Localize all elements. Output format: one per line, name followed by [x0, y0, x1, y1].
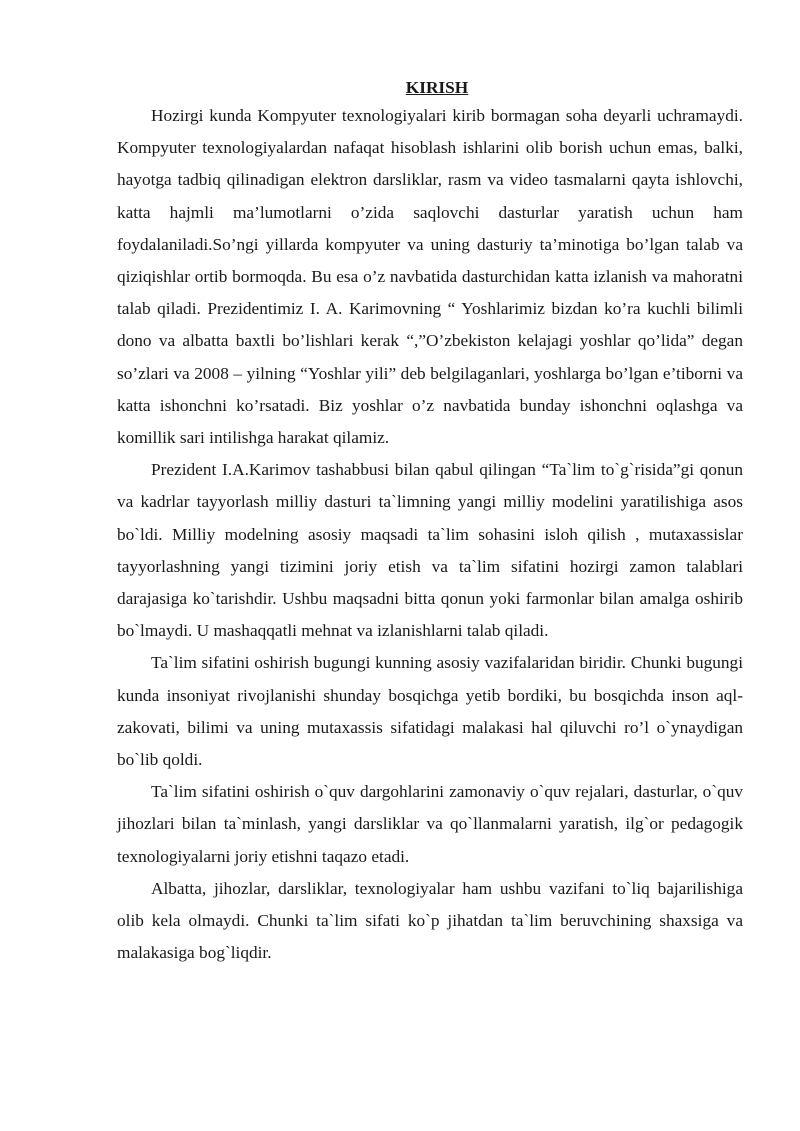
document-page — [117, 76, 743, 969]
paragraph-5: Albatta, jihozlar, darsliklar, texnologiyalar ham ushbu vazifani to`liq bajarilishiga olib kela olmaydi. Chunki ta`lim sifati ko`p jihatdan ta`lim beruvchining shaxsiga va malakasiga bog`liqdir. — [117, 878, 743, 963]
paragraph-1: Hozirgi kunda Kompyuter texnologiyalari kirib bormagan soha deyarli uchramaydi. Kompyuter texnologiyalardan nafaqat hisoblash ishlarini olib borish uchun emas, balki, hayotga tadbiq qilinadigan elektron darsliklar, rasm va video tasmalarni qayta ishlovchi, katta hajmli ma’lumotlarni o’zida saqlovchi dasturlar yaratish uchun ham foydalaniladi.So’ngi yillarda kompyuter va uning dasturiy ta’minotiga bo’lgan talab va qiziqishlar ortib bormoqda. Bu esa o’z navbatida dasturchidan katta izlanish va mahoratni talab qiladi. Prezidentimiz I. A. Karimovning “ Yoshlarimiz bizdan ko’ra kuchli bilimli dono va albatta baxtli bo’lishlari kerak “,”O’zbekiston kelajagi yoshlar qo’lida” degan so’zlari va 2008 – yilning “Yoshlar yili” deb belgilaganlari, yoshlarga bo’lgan e’tiborni va katta ishonchni ko’rsatadi. Biz yoshlar o’z navbatida bunday ishonchni oqlashga va komillik sari intilishga harakat qilamiz. — [117, 106, 743, 448]
paragraph-2: Prezident I.A.Karimov tashabbusi bilan qabul qilingan “Ta`lim to`g`risida”gi qonun va kadrlar tayyorlash milliy dasturi ta`limning yangi milliy modelini yaratilishiga asos bo`ldi. Milliy modelning asosiy maqsadi ta`lim sohasini isloh qilish , mutaxassislar tayyorlashning yangi tizimini joriy etish va ta`lim sifatini hozirgi zamon talablari darajasiga ko`tarishdir. Ushbu maqsadni bitta qonun yoki farmonlar bilan amalga oshirib bo`lmaydi. U mashaqqatli mehnat va izlanishlarni talab qiladi. — [117, 460, 743, 641]
paragraph-4: Ta`lim sifatini oshirish o`quv dargohlarini zamonaviy o`quv rejalari, dasturlar, o`quv jihozlari bilan ta`minlash, yangi darsliklar va qo`llanmalarni yaratish, ilg`or pedagogik texnologiyalarni joriy etishni taqazo etadi. — [117, 782, 743, 866]
paragraph-3: Ta`lim sifatini oshirish bugungi kunning asosiy vazifalaridan biridir. Chunki bugungi kunda insoniyat rivojlanishi shunday bosqichga yetib bordiki, bu bosqichda inson aql-zakovati, bilimi va uning mutaxassis sifatidagi malakasi hal qiluvchi ro’l o`ynaydigan bo`lib qoldi. — [117, 653, 743, 770]
document-title: KIRISH — [405, 78, 469, 97]
